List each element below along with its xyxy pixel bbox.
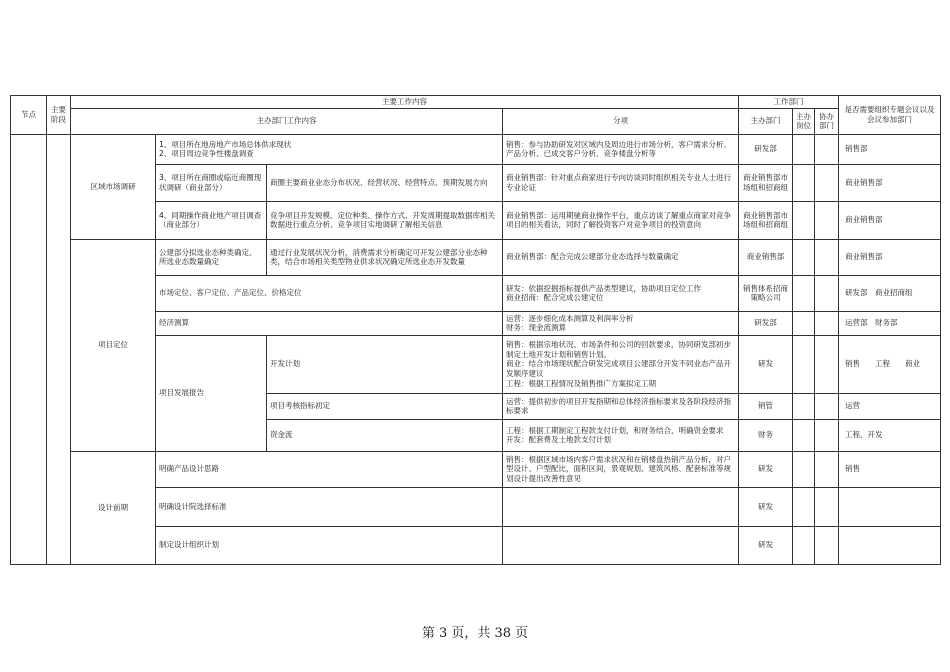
- header-assist-post: 主办岗位: [793, 108, 815, 134]
- phase-design-preliminary: 设计前期: [71, 451, 156, 564]
- assist-dept-cell: [815, 393, 839, 419]
- table-row-content: 明确产品设计思路: [156, 451, 503, 487]
- table-row-content: 制定设计组织计划: [156, 526, 503, 564]
- assist-post-cell: [793, 275, 815, 311]
- header-work-dept: 工作部门: [739, 96, 839, 109]
- table-row-lead: 研发部: [739, 134, 793, 164]
- table-row-lead: 财务: [739, 419, 793, 451]
- assist-post-cell: [793, 311, 815, 335]
- table-row-subitem: 运营：逐步细化成本测算及利润率分析 财务：现金流测算: [503, 311, 739, 335]
- header-lead-dept: 主办部门: [739, 108, 793, 134]
- table-row-subitem: 销售：参与协助研发对区域内及周边进行市场分析，客户需求分析、产品分析、已成交客户分析、竞争楼盘分析等: [503, 134, 739, 164]
- table-row-meeting: 商业销售部: [839, 201, 941, 239]
- table-row-subitem: 研发：依据挖掘指标提供产品类型建议，协助项目定位工作 商业招商：配合完成公建定位: [503, 275, 739, 311]
- stage-cell: [47, 134, 71, 564]
- assist-dept-cell: [815, 526, 839, 564]
- assist-post-cell: [793, 201, 815, 239]
- table-row-meeting: 运营: [839, 393, 941, 419]
- table-row-subitem: 商业销售部：配合完成公建部分业态选择与数量确定: [503, 239, 739, 275]
- table-row-subitem: 商业销售部：针对重点商家进行专向访谈同时组织相关专业人士进行专业论证: [503, 164, 739, 201]
- assist-dept-cell: [815, 239, 839, 275]
- node-cell: [11, 134, 47, 564]
- assist-dept-cell: [815, 311, 839, 335]
- assist-dept-cell: [815, 164, 839, 201]
- table-row-subitem: 运营：提供初步的项目开发指期和总体经济指标要求及各阶段经济指标要求: [503, 393, 739, 419]
- header-lead-dept-content: 主办部门工作内容: [71, 108, 503, 134]
- assist-post-cell: [793, 526, 815, 564]
- table-row-subitem: 工程：根据工期制定工程款支付计划，和财务结合，明确资金要求 开发：配套费及土地款支付计划: [503, 419, 739, 451]
- table-row-content: 市场定位、客户定位、产品定位、价格定位: [156, 275, 503, 311]
- page-number: 第 3 页，共 38 页: [421, 626, 529, 641]
- assist-post-cell: [793, 487, 815, 526]
- phase-project-positioning: 项目定位: [71, 239, 156, 451]
- work-plan-table: [10, 95, 941, 565]
- header-sub-item: 分项: [503, 108, 739, 134]
- table-row-subitem: [503, 526, 739, 564]
- assist-dept-cell: [815, 419, 839, 451]
- table-row-lead: 研发: [739, 335, 793, 393]
- assist-dept-cell: [815, 487, 839, 526]
- table-row-content: 明确设计院选择标准: [156, 487, 503, 526]
- assist-post-cell: [793, 451, 815, 487]
- header-assist-dept: 协办部门: [815, 108, 839, 134]
- assist-dept-cell: [815, 134, 839, 164]
- table-row-meeting: 商业销售部: [839, 239, 941, 275]
- table-row-lead: 研发: [739, 451, 793, 487]
- table-row-meeting: 销售: [839, 451, 941, 487]
- assist-post-cell: [793, 164, 815, 201]
- table-row-subitem: [503, 487, 739, 526]
- table-row-subitem: 销售：根据宗地状况、市场条件和公司的回款要求，协同研发部初步制定土地开发计划和销售计划。 商业：结合市场现状配合研发完成项目公建部分开发不同业态产品开发顺序建议 工程：根据工程情况及销售推广方案拟定工期: [503, 335, 739, 393]
- table-row-detail: 项目考核指标初定: [267, 393, 503, 419]
- table-row-detail: 竞争项目开发规模、定位种类、操作方式、开发周期提取数据库相关数据进行重点分析、竞争项目实地调研了解相关信息: [267, 201, 503, 239]
- table-row-meeting: [839, 487, 941, 526]
- header-main-work: 主要工作内容: [71, 96, 739, 109]
- table-row-meeting: 销售部: [839, 134, 941, 164]
- assist-post-cell: [793, 419, 815, 451]
- table-row-detail: 资金流: [267, 419, 503, 451]
- assist-post-cell: [793, 393, 815, 419]
- table-row-lead: 商业销售部市场组和招商组: [739, 201, 793, 239]
- assist-dept-cell: [815, 275, 839, 311]
- header-node: 节点: [11, 96, 47, 135]
- table-row-meeting: [839, 526, 941, 564]
- table-row-content: 3、项目所在商圈或临近商圈现状调研（商业部分）: [156, 164, 267, 201]
- table-row-detail: 商圈主要商业业态分布状况、经营状况、经营特点、预期发展方向: [267, 164, 503, 201]
- header-meeting: 是否需要组织专题会议以及会议参加部门: [839, 96, 941, 135]
- assist-post-cell: [793, 239, 815, 275]
- assist-dept-cell: [815, 451, 839, 487]
- table-row-lead: 商业销售部市场组和招商组: [739, 164, 793, 201]
- phase-market-research: 区域市场调研: [71, 134, 156, 239]
- table-row-meeting: 研发部 商业招商组: [839, 275, 941, 311]
- table-row-content: 项目发展报告: [156, 335, 267, 451]
- table-row-content: 1、项目所在地房地产市场总体供求现状 2、项目周边竞争性楼盘调查: [156, 134, 503, 164]
- table-row-lead: 研发: [739, 487, 793, 526]
- table-row-detail: 开发计划: [267, 335, 503, 393]
- table-row-lead: 研发部: [739, 311, 793, 335]
- table-row-meeting: 销售 工程 商业: [839, 335, 941, 393]
- table-row-content: 4、同期操作商业地产项目调查（商业部分）: [156, 201, 267, 239]
- assist-dept-cell: [815, 335, 839, 393]
- table-row-lead: 销管: [739, 393, 793, 419]
- table-row-lead: 商业销售部: [739, 239, 793, 275]
- table-row-lead: 销售体系招商策略公司: [739, 275, 793, 311]
- table-row-subitem: 商业销售部：运用期驰商业操作平台，重点访谈了解重点商家对竞争项目的相关看法，同时了解投资客户对竞争项目的投资意向: [503, 201, 739, 239]
- table-row-content: 公建部分拟选业态种类确定、所选业态数量确定: [156, 239, 267, 275]
- table-row-meeting: 工程、开发: [839, 419, 941, 451]
- header-stage: 主要阶段: [47, 96, 71, 135]
- table-row-content: 经济测算: [156, 311, 503, 335]
- assist-post-cell: [793, 335, 815, 393]
- table-row-meeting: 运营部 财务部: [839, 311, 941, 335]
- table-row-subitem: 销售：根据区域市场内客户需求状况和在销楼盘热销产品分析，对户型设计、户型配比，面积区间，景观规划、建筑风格、配套标准等规划设计提出改善性意见: [503, 451, 739, 487]
- assist-post-cell: [793, 134, 815, 164]
- table-row-lead: 研发: [739, 526, 793, 564]
- assist-dept-cell: [815, 201, 839, 239]
- table-row-detail: 通过行业发展状况分析，消费需求分析确定可开发公建部分业态种类，结合市场相关类型物业供求状况确定所选业态开发数量: [267, 239, 503, 275]
- table-row-meeting: 商业销售部: [839, 164, 941, 201]
